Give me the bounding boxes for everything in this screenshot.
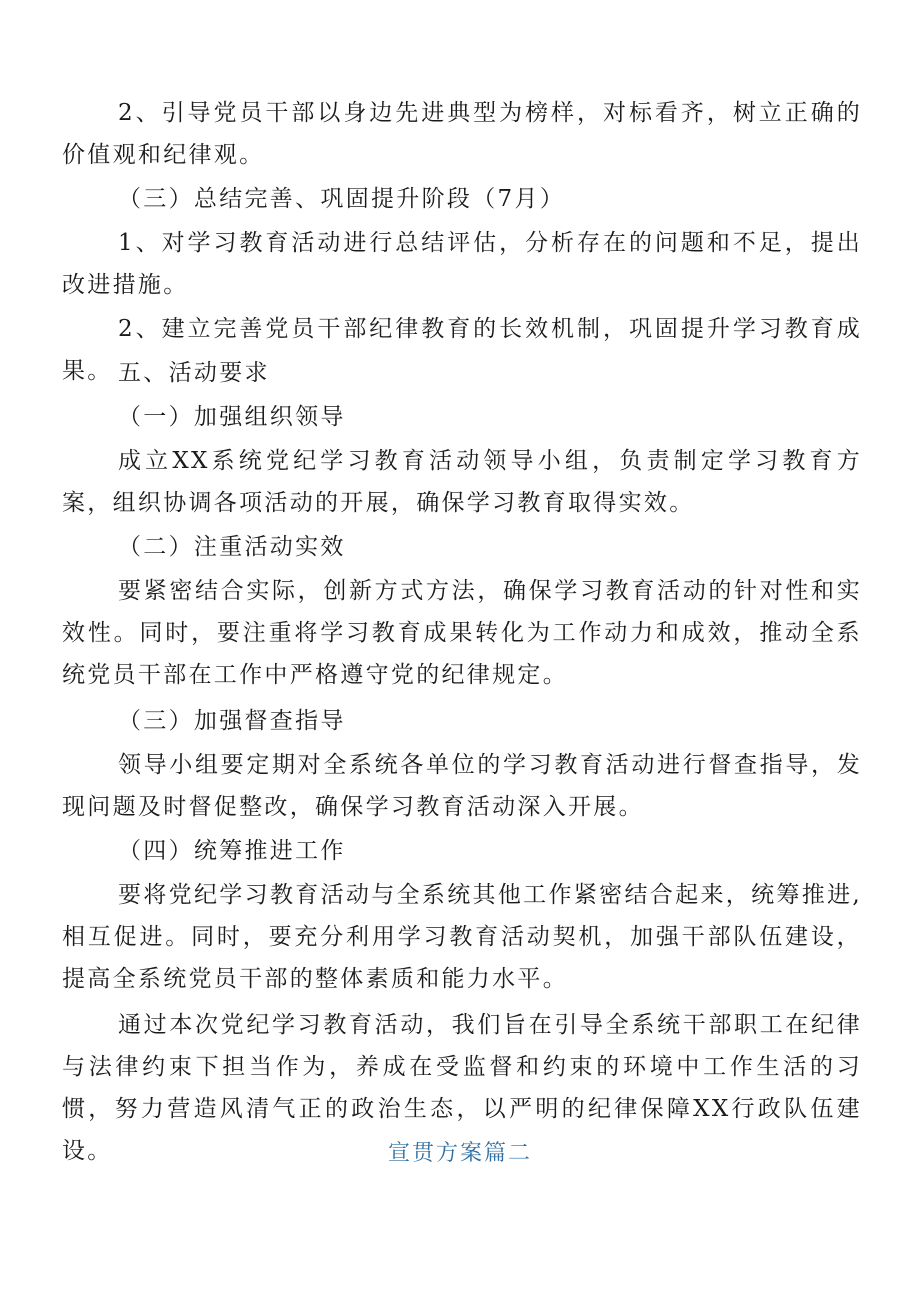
subheading-2: （二）注重活动实效 [118,534,346,560]
paragraph-13: 要将党纪学习教育活动与全系统其他工作紧密结合起来，统筹推进,相互促进。同时，要充分利用学习教育活动契机，加强干部队伍建设，提高全系统党员干部的整体素质和能力水平。 [62,882,862,992]
paragraph-4: 2、建立完善党员干部纪律教育的长效机制，巩固提升学习教育成果。 [62,316,862,384]
section-heading-5: 五、活动要求 [118,360,270,386]
paragraph-9: 要紧密结合实际，创新方式方法，确保学习教育活动的针对性和实效性。同时，要注重将学习教育成果转化为工作动力和成效，推动全系统党员干部在工作中严格遵守党的纪律规定。 [62,578,862,688]
stage-heading-3: （三）总结完善、巩固提升阶段（7月） [118,186,566,212]
section-title: 宣贯方案篇二 [387,1141,532,1166]
subheading-1: （一）加强组织领导 [118,404,346,430]
paragraph-7: 成立XX系统党纪学习教育活动领导小组，负责制定学习教育方案，组织协调各项活动的开展，确保学习教育取得实效。 [62,448,862,516]
subheading-4: （四）统筹推进工作 [118,838,346,864]
paragraph-11: 领导小组要定期对全系统各单位的学习教育活动进行督查指导，发现问题及时督促整改，确保学习教育活动深入开展。 [62,752,862,820]
paragraph-14: 通过本次党纪学习教育活动，我们旨在引导全系统干部职工在纪律与法律约束下担当作为，养成在受监督和约束的环境中工作生活的习惯，努力营造风清气正的政治生态，以严明的纪律保障XX行政队伍建设。 [62,1012,862,1164]
paragraph-3: 1、对学习教育活动进行总结评估，分析存在的问题和不足，提出改进措施。 [62,230,862,298]
paragraph-1: 2、引导党员干部以身边先进典型为榜样，对标看齐，树立正确的价值观和纪律观。 [62,100,862,168]
subheading-3: （三）加强督查指导 [118,708,346,734]
